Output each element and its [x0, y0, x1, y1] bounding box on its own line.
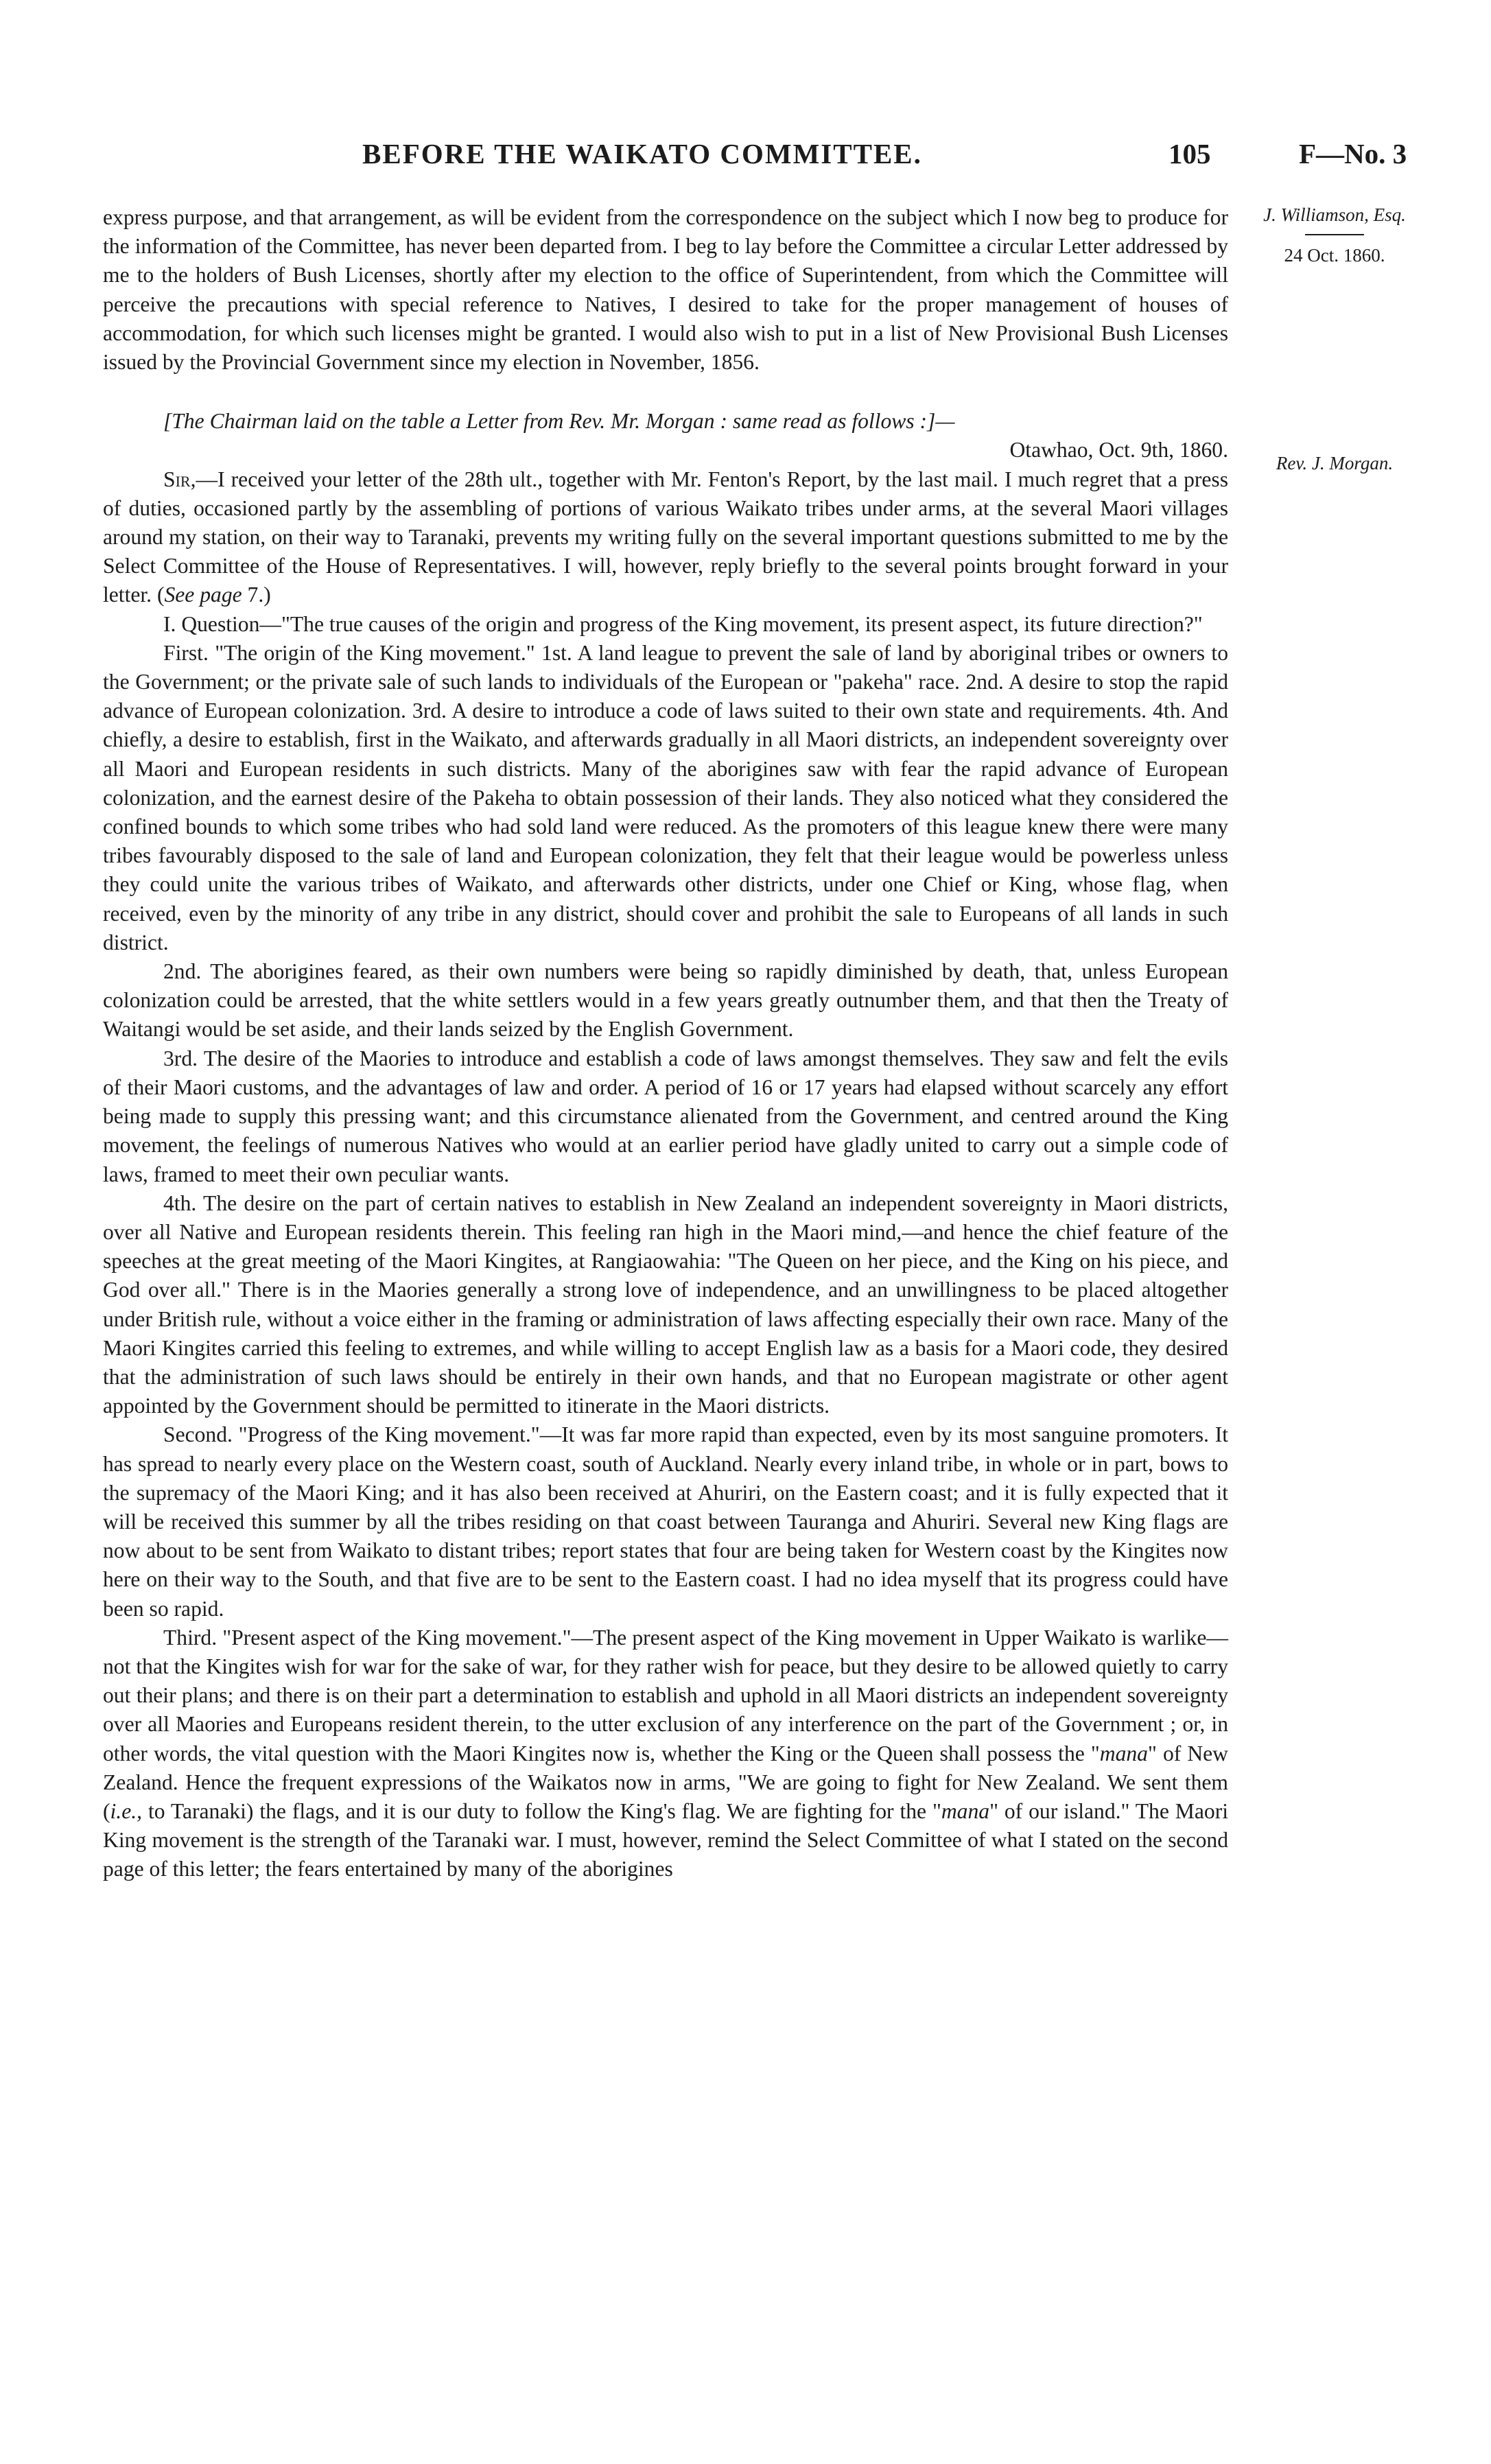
question: I. Question—"The true causes of the origin and progress of the King movement, its present aspect, its future direction?"	[163, 611, 1203, 636]
paragraph: 4th. The desire on the part of certain natives to establish in New Zealand an independent sovereignty in Maori districts, over all Native and European residents therein. This feeling ran high in the Maori mind,—and hence the chief feature of the speeches at the great meeting of the Maori Kingites, at Rangiaowahia: "The Queen on her piece, and the King on his piece, and God over all." There is in the Maories generally a strong love of independence, and an unwillingness to be placed altogether under British rule, without a voice either in the framing or administration of laws affecting especially their own race. Many of the Maori Kingites carried this feeling to extremes, and while willing to accept English law as a basis for a Maori code, they desired that the administration of such laws should be entirely in their own hands, and that no European magistrate or other agent appointed by the Government should be permitted to itinerate in the Maori districts.	[103, 1190, 1228, 1418]
margin-note-witness-2	[1242, 453, 1427, 474]
paragraph: Third. "Present aspect of the King movement."—The present aspect of the King movement in Upper Waikato is warlike—not that the Kingites wish for war for the sake of war, for they rather wish for peace, but they desire to be allowed quietly to carry out their plans; and there is on their part a determination to establish and uphold in all Maori districts an independent sovereignty over all Maories and Europeans resident therein, to the utter exclusion of any interference on the part of the Government ; or, in other words, the vital question with the Maori Kingites now is, whether the King or the Queen shall possess the "mana" of New Zealand. Hence the frequent expressions of the Waikatos now in arms, "We are going to fight for New Zealand. We sent them (i.e., to Taranaki) the flags, and it is our duty to follow the King's flag. We are fighting for the "mana" of our island." The Maori King movement is the strength of the Taranaki war. I must, however, remind the Select Committee of what I stated on the second page of this letter; the fears entertained by many of the aborigines	[103, 1625, 1228, 1881]
witness-name: Rev. J. Morgan.	[1276, 453, 1394, 473]
margin-rule	[1305, 234, 1364, 235]
paragraph: 3rd. The desire of the Maories to introduce and establish a code of laws amongst themselves. They saw and felt the evils of their Maori customs, and the advantages of law and order. A period of 16 or 17 years had elapsed without scarcely any effort being made to supply this pressing want; and this circumstance alienated from the Government, and centred around the King movement, the feelings of numerous Natives who would at an earlier period have gladly united to carry out a simple code of laws, framed to meet their own peculiar wants.	[103, 1046, 1228, 1186]
letter-place-date: Otawhao, Oct. 9th, 1860.	[1009, 438, 1228, 462]
salutation: Sir,	[163, 467, 196, 491]
document-reference: F—No. 3	[1299, 138, 1407, 169]
paragraph: Sir,—I received your letter of the 28th ult., together with Mr. Fenton's Report, by the last mail. I much regret that a press of duties, occasioned partly by the assembling of portions of various Waikato tribes under arms, at the several Maori villages around my station, on their way to Taranaki, prevents my writing fully on the several important questions submitted to me by the Select Committee of the House of Representatives. I will, however, reply briefly to the several points brought forward in your letter. (See page 7.)	[103, 467, 1228, 607]
document-body	[103, 203, 1228, 1884]
running-title: BEFORE THE WAIKATO COMMITTEE.	[362, 138, 922, 169]
witness-date: 24 Oct. 1860.	[1284, 245, 1385, 266]
page-header	[0, 137, 1491, 178]
paragraph: Second. "Progress of the King movement."—It was far more rapid than expected, even by its most sanguine promoters. It has spread to nearly every place on the Western coast, south of Auckland. Nearly every inland tribe, in whole or in part, bows to the supremacy of the Maori King; and it has also been received at Ahuriri, on the Eastern coast; and it is fully expected that it will be received this summer by all the tribes residing on that coast between Tauranga and Ahuriri. Several new King flags are now about to be sent from Waikato to distant tribes; report states that four are being taken for Western coast by the Kingites now here on their way to the South, and that five are to be sent to the Eastern coast. I had no idea myself that its progress could have been so rapid.	[103, 1422, 1228, 1621]
margin-note-witness-1	[1242, 204, 1427, 266]
witness-name: J. Williamson, Esq.	[1263, 204, 1406, 225]
paragraph: express purpose, and that arrangement, as will be evident from the correspondence on the subject which I now beg to produce for the information of the Committee, has never been departed from. I beg to lay before the Committee a circular Letter addressed by me to the holders of Bush Licenses, shortly after my election to the office of Superintendent, from which the Committee will perceive the precautions with special reference to Natives, I desired to take for the proper management of houses of accommodation, for which such licenses might be granted. I would also wish to put in a list of New Provisional Bush Licenses issued by the Provincial Government since my election in November, 1856.	[103, 205, 1228, 375]
paragraph: 2nd. The aborigines feared, as their own numbers were being so rapidly diminished by death, that, unless European colonization could be arrested, that the white settlers would in a few years greatly outnumber them, and that then the Treaty of Waitangi would be set aside, and their lands seized by the English Government.	[103, 959, 1228, 1042]
paragraph: First. "The origin of the King movement." 1st. A land league to prevent the sale of land by aboriginal tribes or owners to the Government; or the private sale of such lands to individuals of the European or "pakeha" race. 2nd. A desire to stop the rapid advance of European colonization. 3rd. A desire to introduce a code of laws suited to their own state and requirements. 4th. And chiefly, a desire to establish, first in the Waikato, and afterwards gradually in all Maori districts, an independent sovereignty over all Maori and European residents in such districts. Many of the aborigines saw with fear the rapid advance of European colonization, and the earnest desire of the Pakeha to obtain possession of their lands. They also noticed what they considered the confined bounds to which some tribes who had sold land were reduced. As the promoters of this league knew there were many tribes favourably disposed to the sale of land and European colonization, they felt that their league would be powerless unless they could unite the various tribes of Waikato, and afterwards other districts, under one Chief or King, whose flag, when received, even by the minority of any tribe in any district, should cover and prohibit the sale to Europeans of all lands in such district.	[103, 640, 1228, 954]
page-number: 105	[1169, 138, 1211, 169]
chairman-note: [The Chairman laid on the table a Letter from Rev. Mr. Morgan : same read as follows :]—	[163, 409, 955, 434]
